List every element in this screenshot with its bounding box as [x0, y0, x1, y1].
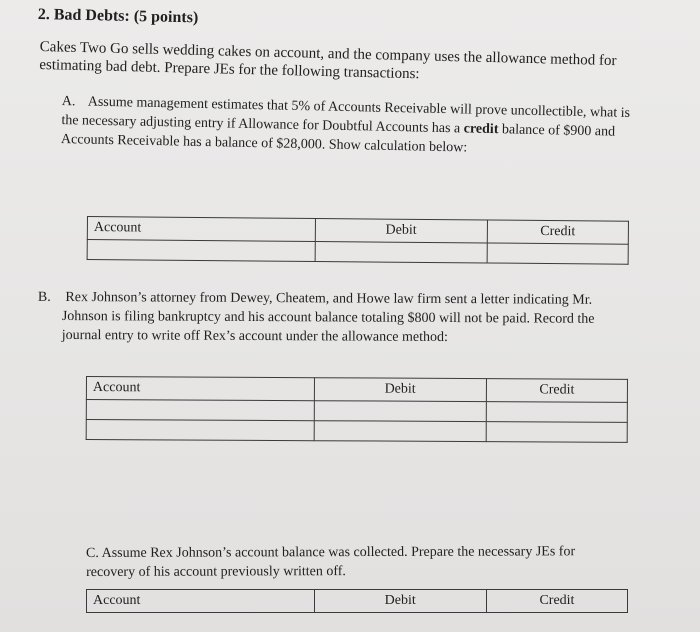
debit-cell[interactable] [314, 421, 486, 442]
table-row [87, 240, 628, 265]
journal-table-c [86, 589, 628, 613]
debit-header: Debit [314, 590, 486, 613]
journal-table-a [87, 216, 629, 265]
account-cell[interactable] [86, 420, 314, 441]
account-cell[interactable] [86, 400, 314, 421]
credit-cell[interactable] [486, 422, 627, 443]
credit-header: Credit [486, 590, 627, 613]
credit-header: Credit [487, 220, 628, 244]
debit-cell[interactable] [315, 241, 488, 263]
account-header: Account [86, 377, 314, 401]
question-number: 2. [37, 6, 50, 24]
debit-header: Debit [315, 218, 488, 243]
credit-cell[interactable] [487, 243, 628, 264]
table-header-row [87, 590, 628, 613]
part-b-label: B. [37, 289, 51, 305]
table-row [86, 420, 627, 443]
part-a-text [61, 95, 630, 156]
part-c: C. Assume Rex Johnson’s account balance was collected. Prepare the necessary JEs for recovery of his account previously written off. [86, 544, 576, 580]
table-header-row [86, 377, 627, 403]
part-b [37, 288, 632, 348]
question-title [38, 6, 199, 27]
question-heading: Bad Debts: (5 points) [53, 6, 199, 27]
part-b-text: Rex Johnson’s attorney from Dewey, Cheatem, and Howe law firm sent a letter indicating Mr. Johnson is filing bankruptcy and his account balance totaling $800 will not be paid. Record the journal entry to write off Rex’s account under the allowance method: [61, 290, 595, 346]
question-intro: Cakes Two Go sells wedding cakes on account, and the company uses the allowance method for estimating bad debt. Prepare JEs for the following transactions: [39, 38, 617, 83]
part-a-bold-word: credit [463, 121, 499, 138]
part-a-text-2: balance of $900 and Accounts Receivable has a balance of $28,000. Show calculation below: [60, 122, 616, 156]
account-header: Account [87, 217, 315, 242]
part-a [61, 92, 642, 161]
table-row [86, 400, 627, 423]
credit-header: Credit [486, 379, 627, 403]
debit-cell[interactable] [314, 401, 486, 422]
journal-table-b [86, 376, 628, 443]
credit-cell[interactable] [486, 402, 627, 423]
part-a-label: A. [61, 93, 76, 110]
account-header: Account [87, 590, 315, 613]
account-cell[interactable] [87, 240, 315, 262]
debit-header: Debit [314, 378, 486, 402]
part-a-text-1: Assume management estimates that 5% of Accounts Receivable will prove uncollectible, what is the necessary adjusting entry if Allowance for Doubtful Accounts has a [61, 94, 631, 137]
